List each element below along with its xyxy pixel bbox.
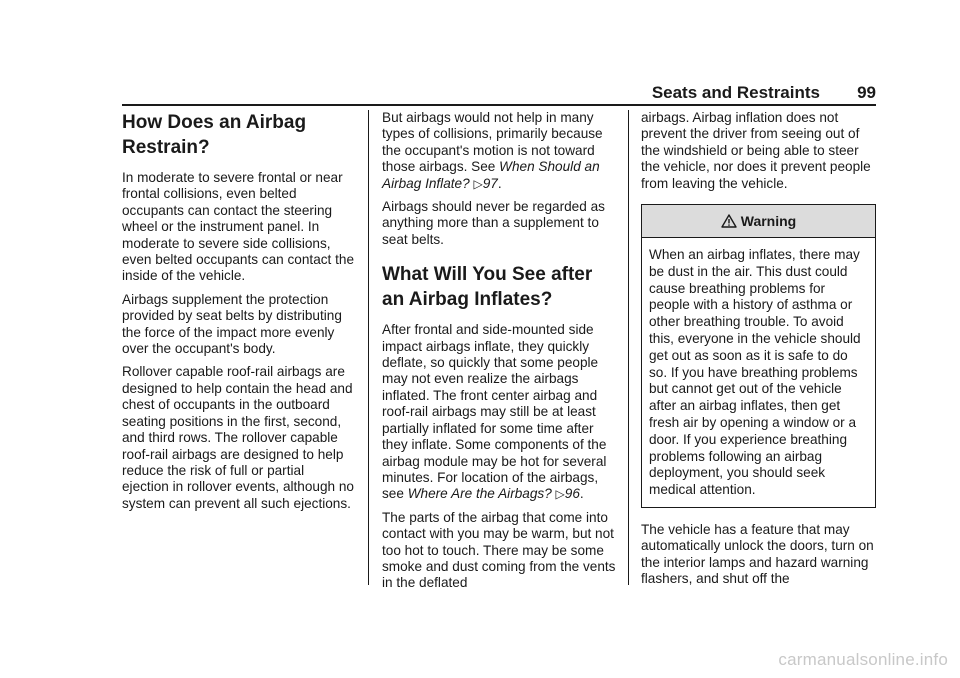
column-divider <box>368 110 369 585</box>
paragraph-text: After frontal and side-mounted side impact airbags inflate, they quickly deflate, so quickly that some people may not even realize the airbags inflated. The front center airbag and roof-rail airbags may still be at least partially inflated for some time after they inflate. Some components of the airbag module may be hot for several minutes. For location of the airbags, see <box>382 322 607 502</box>
warning-header <box>642 205 875 238</box>
paragraph: After frontal and side-mounted side impact airbags inflate, they quickly deflate, so quickly that some people may not even realize the airbags inflated. The front center airbag and roof-rail airbags may still be at least partially inflated for some time after they inflate. Some components of the airbag module may be hot for several minutes. For location of the airbags, see Where Are the Airbags? ▷96. <box>382 322 607 502</box>
column-1 <box>122 110 354 519</box>
page-reference-arrow-icon: ▷ <box>555 487 565 502</box>
paragraph: Airbags supplement the protection provided by seat belts by distributing the force of the impact more evenly over the occupant's body. <box>122 291 342 357</box>
paragraph: The vehicle has a feature that may automatically unlock the doors, turn on the interior lamps and hazard warning flashers, and shut off the <box>641 521 874 587</box>
cross-reference-link[interactable]: When Should an Airbag Inflate? <box>382 159 600 191</box>
page-reference-number[interactable]: 97 <box>482 175 498 191</box>
paragraph: But airbags would not help in many types of collisions, primarily because the occupant's motion is not toward those airbags. See When Should an Airbag Inflate? ▷97. <box>382 110 603 191</box>
cross-reference-link[interactable]: Where Are the Airbags? <box>407 486 552 502</box>
page-header <box>122 82 876 106</box>
paragraph: The parts of the airbag that come into contact with you may be warm, but not too hot to touch. There may be some smoke and dust coming from the vents in the deflated <box>382 509 616 591</box>
column-3 <box>641 110 876 595</box>
paragraph-text: But airbags would not help in many types of collisions, primarily because the occupant's motion is not toward those airbags. See <box>382 110 603 175</box>
paragraph: airbags. Airbag inflation does not prevent the driver from seeing out of the windshield or being able to steer the vehicle, nor does it prevent people from leaving the vehicle. <box>641 110 871 191</box>
warning-title: Warning <box>740 212 797 229</box>
section-heading: How Does an Airbag Restrain? <box>122 112 307 158</box>
warning-text: When an airbag inflates, there may be dust in the air. This dust could cause breathing problems for people with a history of asthma or other breathing trouble. To avoid this, everyone in the vehicle should get out as soon as it is safe to do so. If you have breathing problems but cannot get out of the vehicle after an airbag inflates, then get fresh air by opening a window or a door. If you experience breathing problems following an airbag deployment, you should seek medical attention. <box>649 247 861 498</box>
column-divider <box>628 110 629 585</box>
section-title: Seats and Restraints <box>651 83 820 102</box>
page-reference-arrow-icon: ▷ <box>473 176 483 191</box>
paragraph: In moderate to severe frontal or near frontal collisions, even belted occupants can contact the steering wheel or the instrument panel. In moderate to severe side collisions, even belted occupants can contact the inside of the vehicle. <box>122 170 355 284</box>
header-rule <box>122 104 876 106</box>
warning-box <box>641 204 876 508</box>
watermark: carmanualsonline.info <box>778 650 948 669</box>
column-2 <box>382 110 618 599</box>
warning-triangle-icon <box>721 214 737 228</box>
paragraph: Rollover capable roof-rail airbags are designed to help contain the head and chest of occupants in the outboard seating positions in the first, second, and third rows. The rollover capable roof-rail airbags are designed to help reduce the risk of full or partial ejection in rollover events, although no system can prevent all such ejections. <box>122 364 354 511</box>
paragraph: Airbags should never be regarded as anything more than a supplement to seat belts. <box>382 199 605 247</box>
section-heading: What Will You See after an Airbag Inflates? <box>382 264 593 311</box>
page-number: 99 <box>857 83 876 102</box>
page-reference-number[interactable]: 96 <box>564 486 580 502</box>
